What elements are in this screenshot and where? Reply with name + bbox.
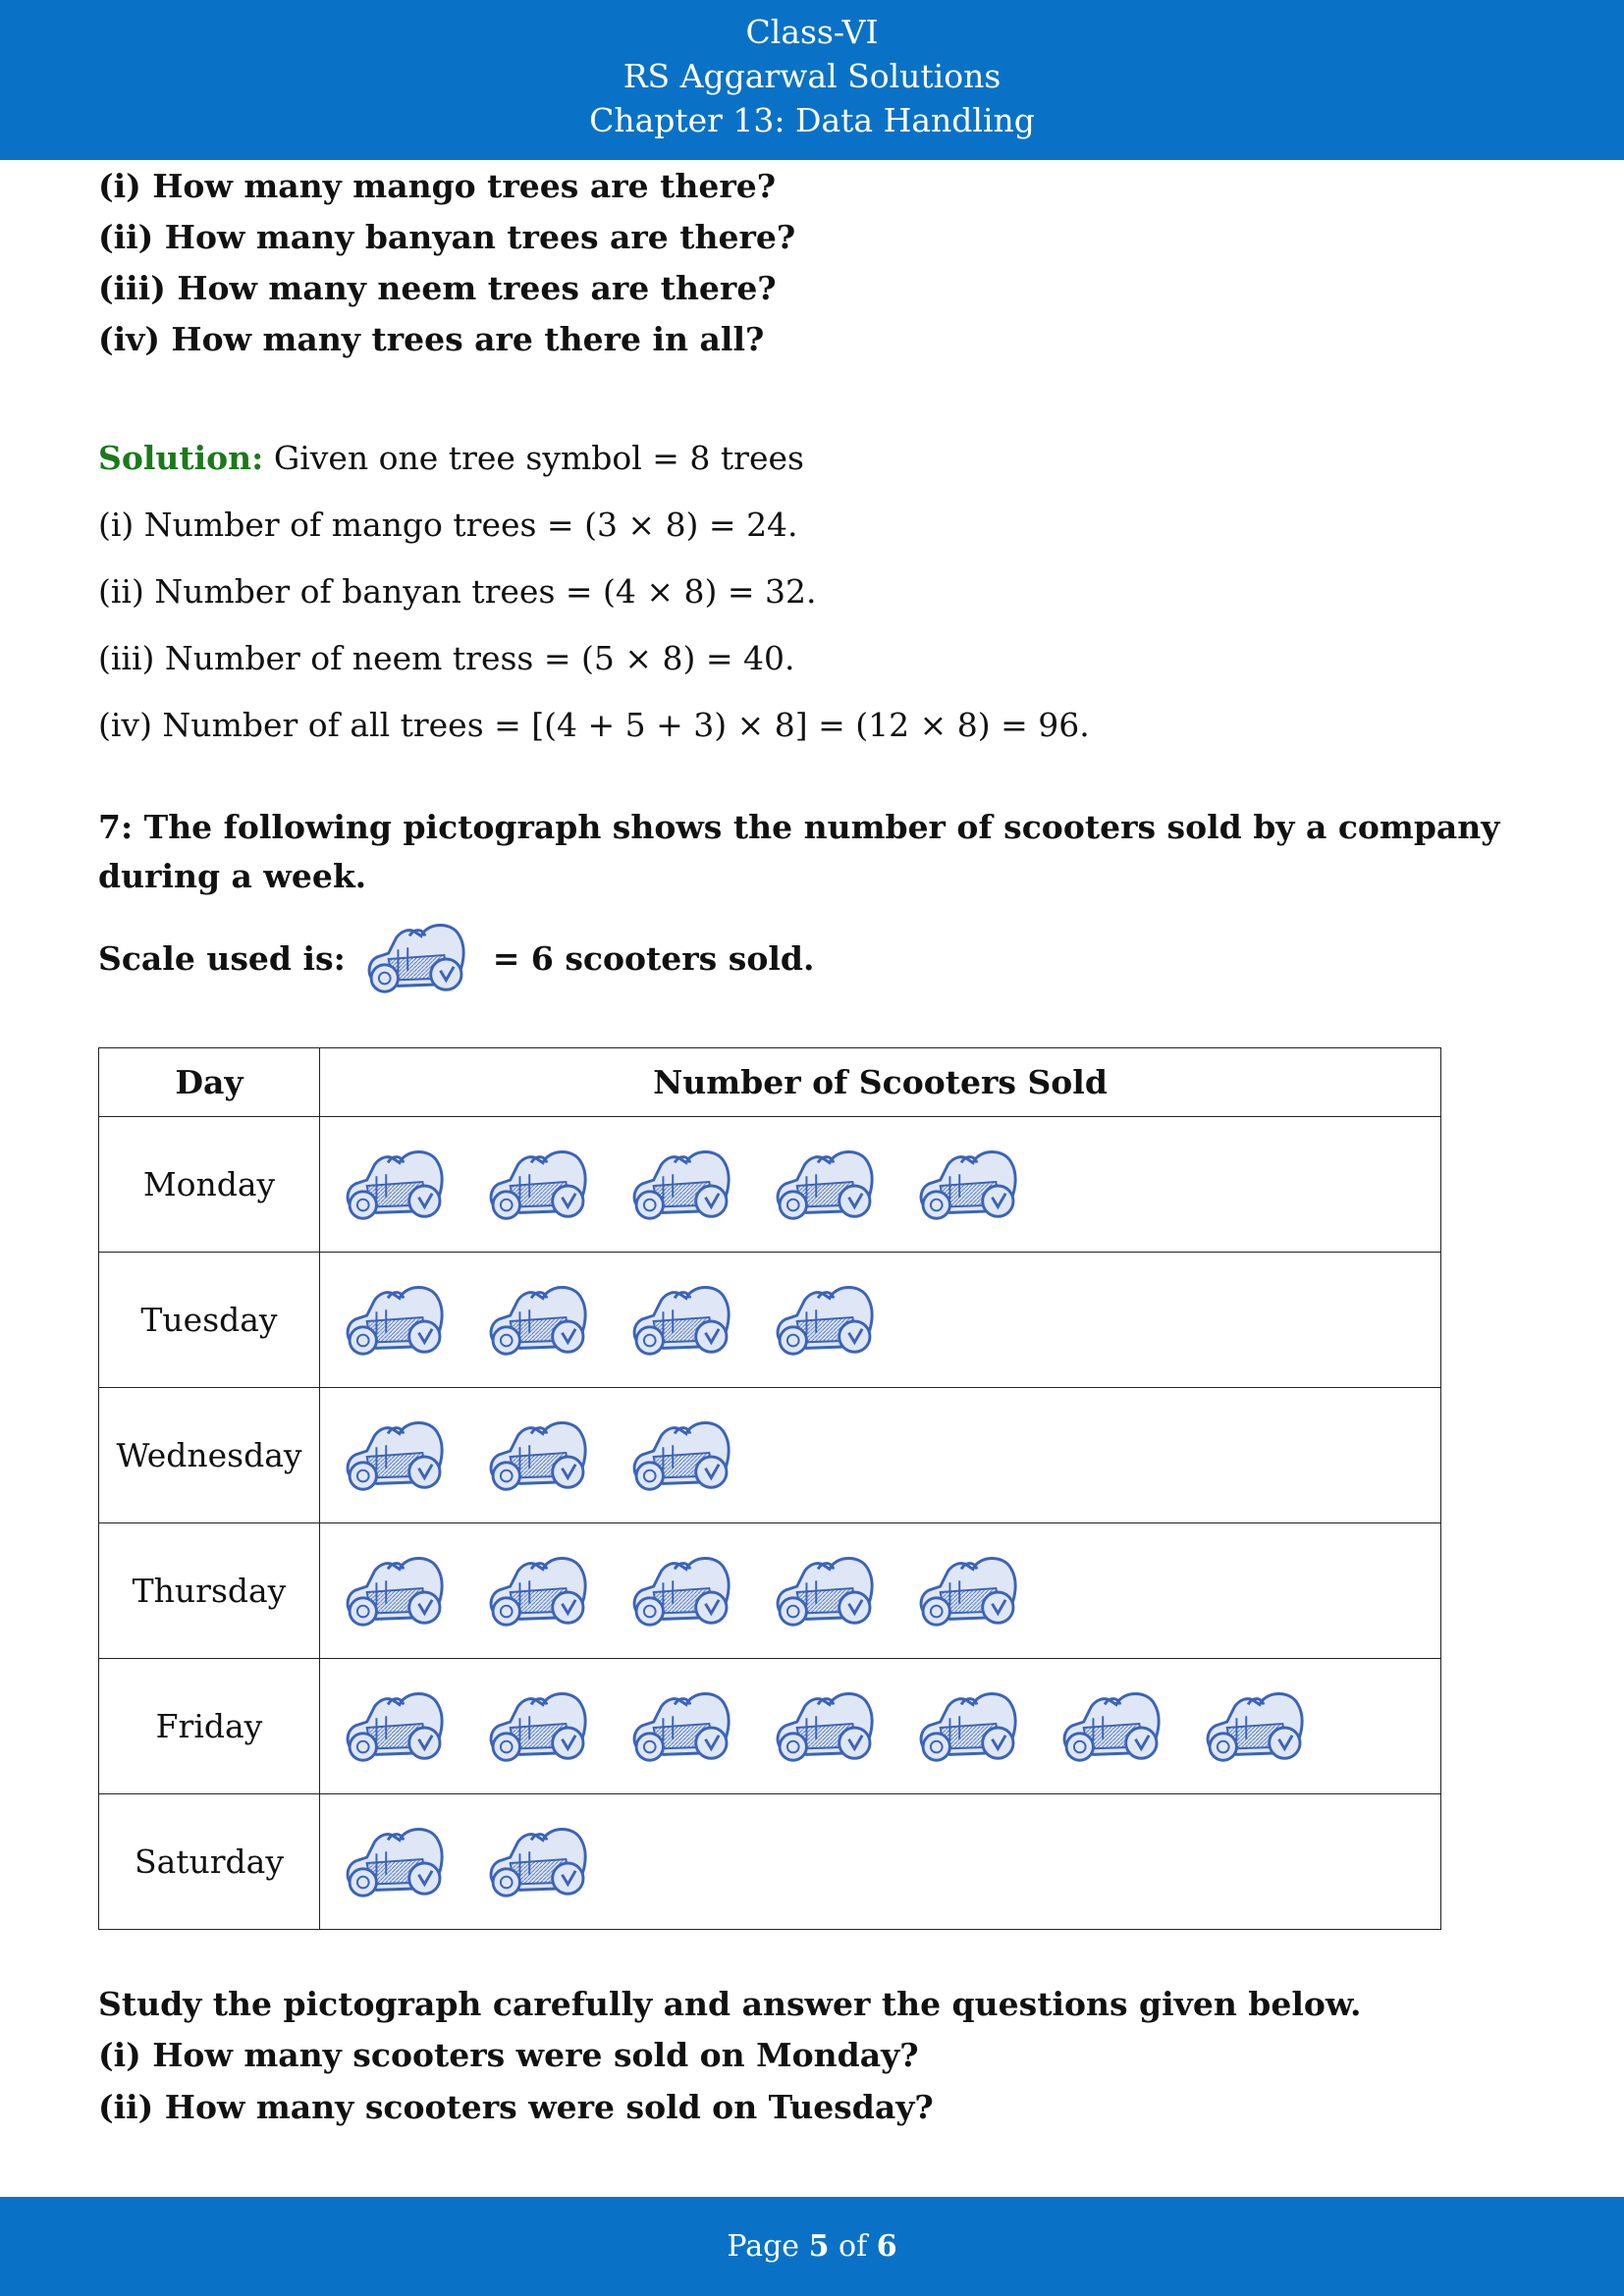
symbols-cell bbox=[320, 1523, 1441, 1659]
scooter-icon bbox=[768, 1548, 884, 1634]
symbols-cell bbox=[320, 1253, 1441, 1388]
header-book: RS Aggarwal Solutions bbox=[623, 57, 1001, 95]
scooter-icon bbox=[481, 1819, 597, 1905]
solution-line: (i) Number of mango trees = (3 × 8) = 24. bbox=[98, 506, 798, 544]
scooter-icon bbox=[338, 1819, 454, 1905]
solution-intro bbox=[98, 439, 804, 477]
footer-page-word: Page bbox=[727, 2229, 800, 2264]
scooter-icon bbox=[768, 1683, 884, 1770]
scooter-icon bbox=[624, 1142, 740, 1228]
solution-line: (iv) Number of all trees = [(4 + 5 + 3) × 8] = (12 × 8) = 96. bbox=[98, 706, 1090, 744]
day-cell: Friday bbox=[99, 1659, 320, 1794]
scooter-icon bbox=[624, 1277, 740, 1363]
question-item: (i) How many scooters were sold on Monday? bbox=[98, 2036, 919, 2074]
header-day: Day bbox=[99, 1048, 320, 1117]
question-7: 7: The following pictograph shows the number of scooters sold by a company during a week. bbox=[98, 808, 1500, 895]
solution-intro-text: Given one tree symbol = 8 trees bbox=[263, 439, 804, 477]
scooter-icon bbox=[481, 1277, 597, 1363]
footer-page-num: 5 bbox=[808, 2229, 830, 2264]
symbols-cell bbox=[320, 1794, 1441, 1930]
table-row bbox=[99, 1659, 1441, 1794]
scooter-icon bbox=[1055, 1683, 1170, 1770]
day-cell: Thursday bbox=[99, 1523, 320, 1659]
pictograph-table bbox=[98, 1047, 1441, 1930]
scooter-icon bbox=[911, 1548, 1027, 1634]
table-row bbox=[99, 1523, 1441, 1659]
solution-line: (iii) Number of neem tress = (5 × 8) = 40. bbox=[98, 639, 795, 677]
question-item: (i) How many mango trees are there? bbox=[98, 167, 777, 205]
day-cell: Wednesday bbox=[99, 1388, 320, 1523]
scooter-icon bbox=[338, 1683, 454, 1770]
scooter-icon bbox=[481, 1548, 597, 1634]
scooter-icon bbox=[338, 1548, 454, 1634]
table-row bbox=[99, 1117, 1441, 1253]
table-row bbox=[99, 1794, 1441, 1930]
header-class: Class-VI bbox=[745, 13, 879, 51]
scooter-icon bbox=[481, 1413, 597, 1499]
scooter-icon bbox=[1198, 1683, 1314, 1770]
scale-legend bbox=[98, 915, 814, 1001]
header-count: Number of Scooters Sold bbox=[320, 1048, 1441, 1117]
day-cell: Tuesday bbox=[99, 1253, 320, 1388]
symbols-cell bbox=[320, 1117, 1441, 1253]
scooter-icon bbox=[338, 1277, 454, 1363]
table-row bbox=[99, 1253, 1441, 1388]
scale-prefix: Scale used is: bbox=[98, 938, 346, 978]
scooter-icon bbox=[624, 1548, 740, 1634]
scooter-icon bbox=[359, 915, 475, 1001]
scooter-icon bbox=[911, 1683, 1027, 1770]
symbols-cell bbox=[320, 1388, 1441, 1523]
question-item: (ii) How many banyan trees are there? bbox=[98, 218, 796, 256]
header-chapter: Chapter 13: Data Handling bbox=[589, 101, 1035, 139]
question-item: (iv) How many trees are there in all? bbox=[98, 320, 765, 358]
scooter-icon bbox=[624, 1413, 740, 1499]
scooter-icon bbox=[481, 1683, 597, 1770]
day-cell: Saturday bbox=[99, 1794, 320, 1930]
scale-suffix: = 6 scooters sold. bbox=[492, 938, 815, 978]
symbols-cell bbox=[320, 1659, 1441, 1794]
question-item: (iii) How many neem trees are there? bbox=[98, 269, 777, 307]
scooter-icon bbox=[481, 1142, 597, 1228]
table-row bbox=[99, 1388, 1441, 1523]
scooter-icon bbox=[768, 1142, 884, 1228]
scooter-icon bbox=[911, 1142, 1027, 1228]
footer-of-word: of bbox=[839, 2229, 868, 2264]
day-cell: Monday bbox=[99, 1117, 320, 1253]
solution-line: (ii) Number of banyan trees = (4 × 8) = 32. bbox=[98, 572, 817, 611]
page-footer bbox=[0, 2197, 1624, 2296]
scooter-icon bbox=[624, 1683, 740, 1770]
instruction-text: Study the pictograph carefully and answer the questions given below. bbox=[98, 1985, 1362, 2023]
solution-label: Solution: bbox=[98, 439, 264, 477]
scooter-icon bbox=[768, 1277, 884, 1363]
footer-page-total: 6 bbox=[876, 2229, 897, 2264]
scooter-icon bbox=[338, 1142, 454, 1228]
scooter-icon bbox=[338, 1413, 454, 1499]
page-header bbox=[0, 0, 1624, 160]
question-item: (ii) How many scooters were sold on Tuesday? bbox=[98, 2088, 934, 2126]
